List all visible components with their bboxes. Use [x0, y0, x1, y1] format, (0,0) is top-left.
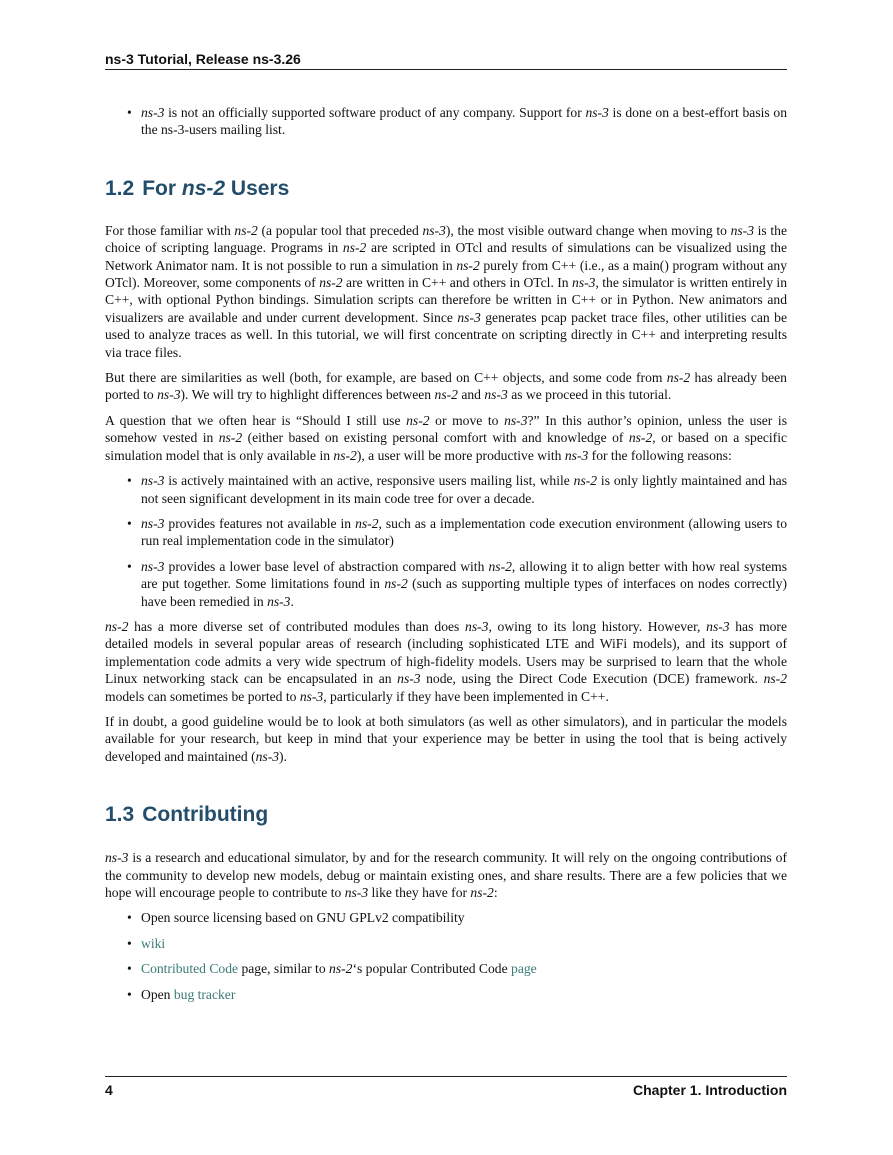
heading-text: For	[142, 176, 182, 200]
list-item: • Open source licensing based on GNU GPLv2 compatibility	[141, 909, 787, 926]
running-header	[105, 50, 787, 70]
document-page	[105, 0, 787, 1155]
list-item	[141, 104, 787, 139]
running-footer	[105, 1076, 787, 1099]
paragraph: But there are similarities as well (both, for example, are based on C++ objects, and some code from ns-2 has already been ported to ns-3). We will try to highlight differences between ns-2 and ns-3 as we proceed in this tutorial.	[105, 370, 787, 403]
paragraph: For those familiar with ns-2 (a popular tool that preceded ns-3), the most visible outward change when moving to ns-3 is the choice of scripting language. Programs in ns-2 are scripted in OTcl and results of simulations can be visualized using the Network Animator nam. It is not possible to run a simulation in ns-2 purely from C++ (i.e., as a main() program without any OTcl). Moreover, some components of ns-2 are written in C++ and others in OTcl. In ns-3, the simulator is written entirely in C++, with optional Python bindings. Simulation scripts can therefore be written in C++ or in Python. New animators and visualizers are available and under current development. Since ns-3 generates pcap packet trace files, other utilities can be used to analyze traces as well. In this tutorial, we will first concentrate on scripting directly in C++ and interpreting results via trace files.	[105, 222, 788, 360]
bug-tracker-link[interactable]: bug tracker	[173, 986, 236, 1002]
paragraph: If in doubt, a good guideline would be to look at both simulators (as well as other simulators), and in particular the models available for your research, but keep in mind that your experience may be better in using the tool that is being actively developed and maintained (ns-3).	[105, 713, 787, 764]
text: is done on a best-effort basis on the ns-3-users mailing list.	[141, 105, 787, 138]
em-text: ns-3	[585, 105, 609, 120]
list-item	[141, 935, 787, 952]
heading-em: ns-2	[181, 176, 226, 200]
header-title: ns-3 Tutorial, Release ns-3.26	[105, 51, 301, 67]
section-number: 1.3	[105, 803, 135, 827]
chapter-label: Chapter 1. Introduction	[633, 1082, 787, 1098]
paragraph: ns-2 has a more diverse set of contributed modules than does ns-3, owing to its long history. However, ns-3 has more detailed models in several popular areas of research (including sophisticated LTE and WiFi models), and its support of implementation code admits a very wide spectrum of high-fidelity models. Users may be surprised to learn that the whole Linux networking stack can be encapsulated in an ns-3 node, using the Direct Code Execution (DCE) framework. ns-2 models can sometimes be ported to ns-3, particularly if they have been implemented in C++.	[105, 618, 787, 704]
list-item: • Open bug tracker	[141, 986, 787, 1003]
text: is not an officially supported software product of any company. Support for	[164, 105, 586, 120]
page-number: 4	[105, 1082, 113, 1098]
contributed-code-link[interactable]: Contributed Code	[141, 961, 239, 977]
wiki-link[interactable]: wiki	[141, 935, 166, 951]
heading-text: Contributing	[142, 803, 269, 827]
list-item: • ns-3 provides a lower base level of abstraction compared with ns-2, allowing it to align better with how real systems are put together. Some limitations found in ns-2 (such as supporting multiple types of interfaces on nodes correctly) have been remedied in ns-3.	[141, 558, 787, 610]
em-text: ns-3	[141, 105, 165, 120]
paragraph: A question that we often hear is “Should I still use ns-2 or move to ns-3?” In this author’s opinion, unless the user is somehow vested in ns-2 (either based on existing personal comfort with and knowledge of ns-2, or based on a specific simulation model that is only available in ns-2), a user will be more productive with ns-3 for the following reasons:	[105, 412, 788, 463]
section-heading-1-3	[105, 802, 787, 828]
reasons-list	[105, 472, 787, 610]
intro-bullet-list	[105, 104, 787, 139]
contributed-page-link[interactable]: page	[511, 961, 537, 977]
heading-text: Users	[225, 176, 290, 200]
list-item: • Contributed Code page, similar to ns-2‘s popular Contributed Code page	[141, 960, 787, 977]
contributing-list	[105, 909, 787, 1003]
list-item: • ns-3 provides features not available in ns-2, such as a implementation code execution environment (allowing users to run real implementation code in the simulator)	[141, 515, 787, 550]
section-number: 1.2	[105, 176, 135, 200]
paragraph: ns-3 is a research and educational simulator, by and for the research community. It will rely on the ongoing contributions of the community to develop new models, debug or maintain existing ones, and share results. There are a few policies that we hope will encourage people to contribute to ns-3 like they have for ns-2:	[105, 850, 787, 900]
page-content	[105, 104, 787, 1011]
section-heading-1-2	[105, 176, 787, 202]
list-item: • ns-3 is actively maintained with an active, responsive users mailing list, while ns-2 is only lightly maintained and has not seen significant development in its main code tree for over a decade.	[141, 472, 787, 507]
